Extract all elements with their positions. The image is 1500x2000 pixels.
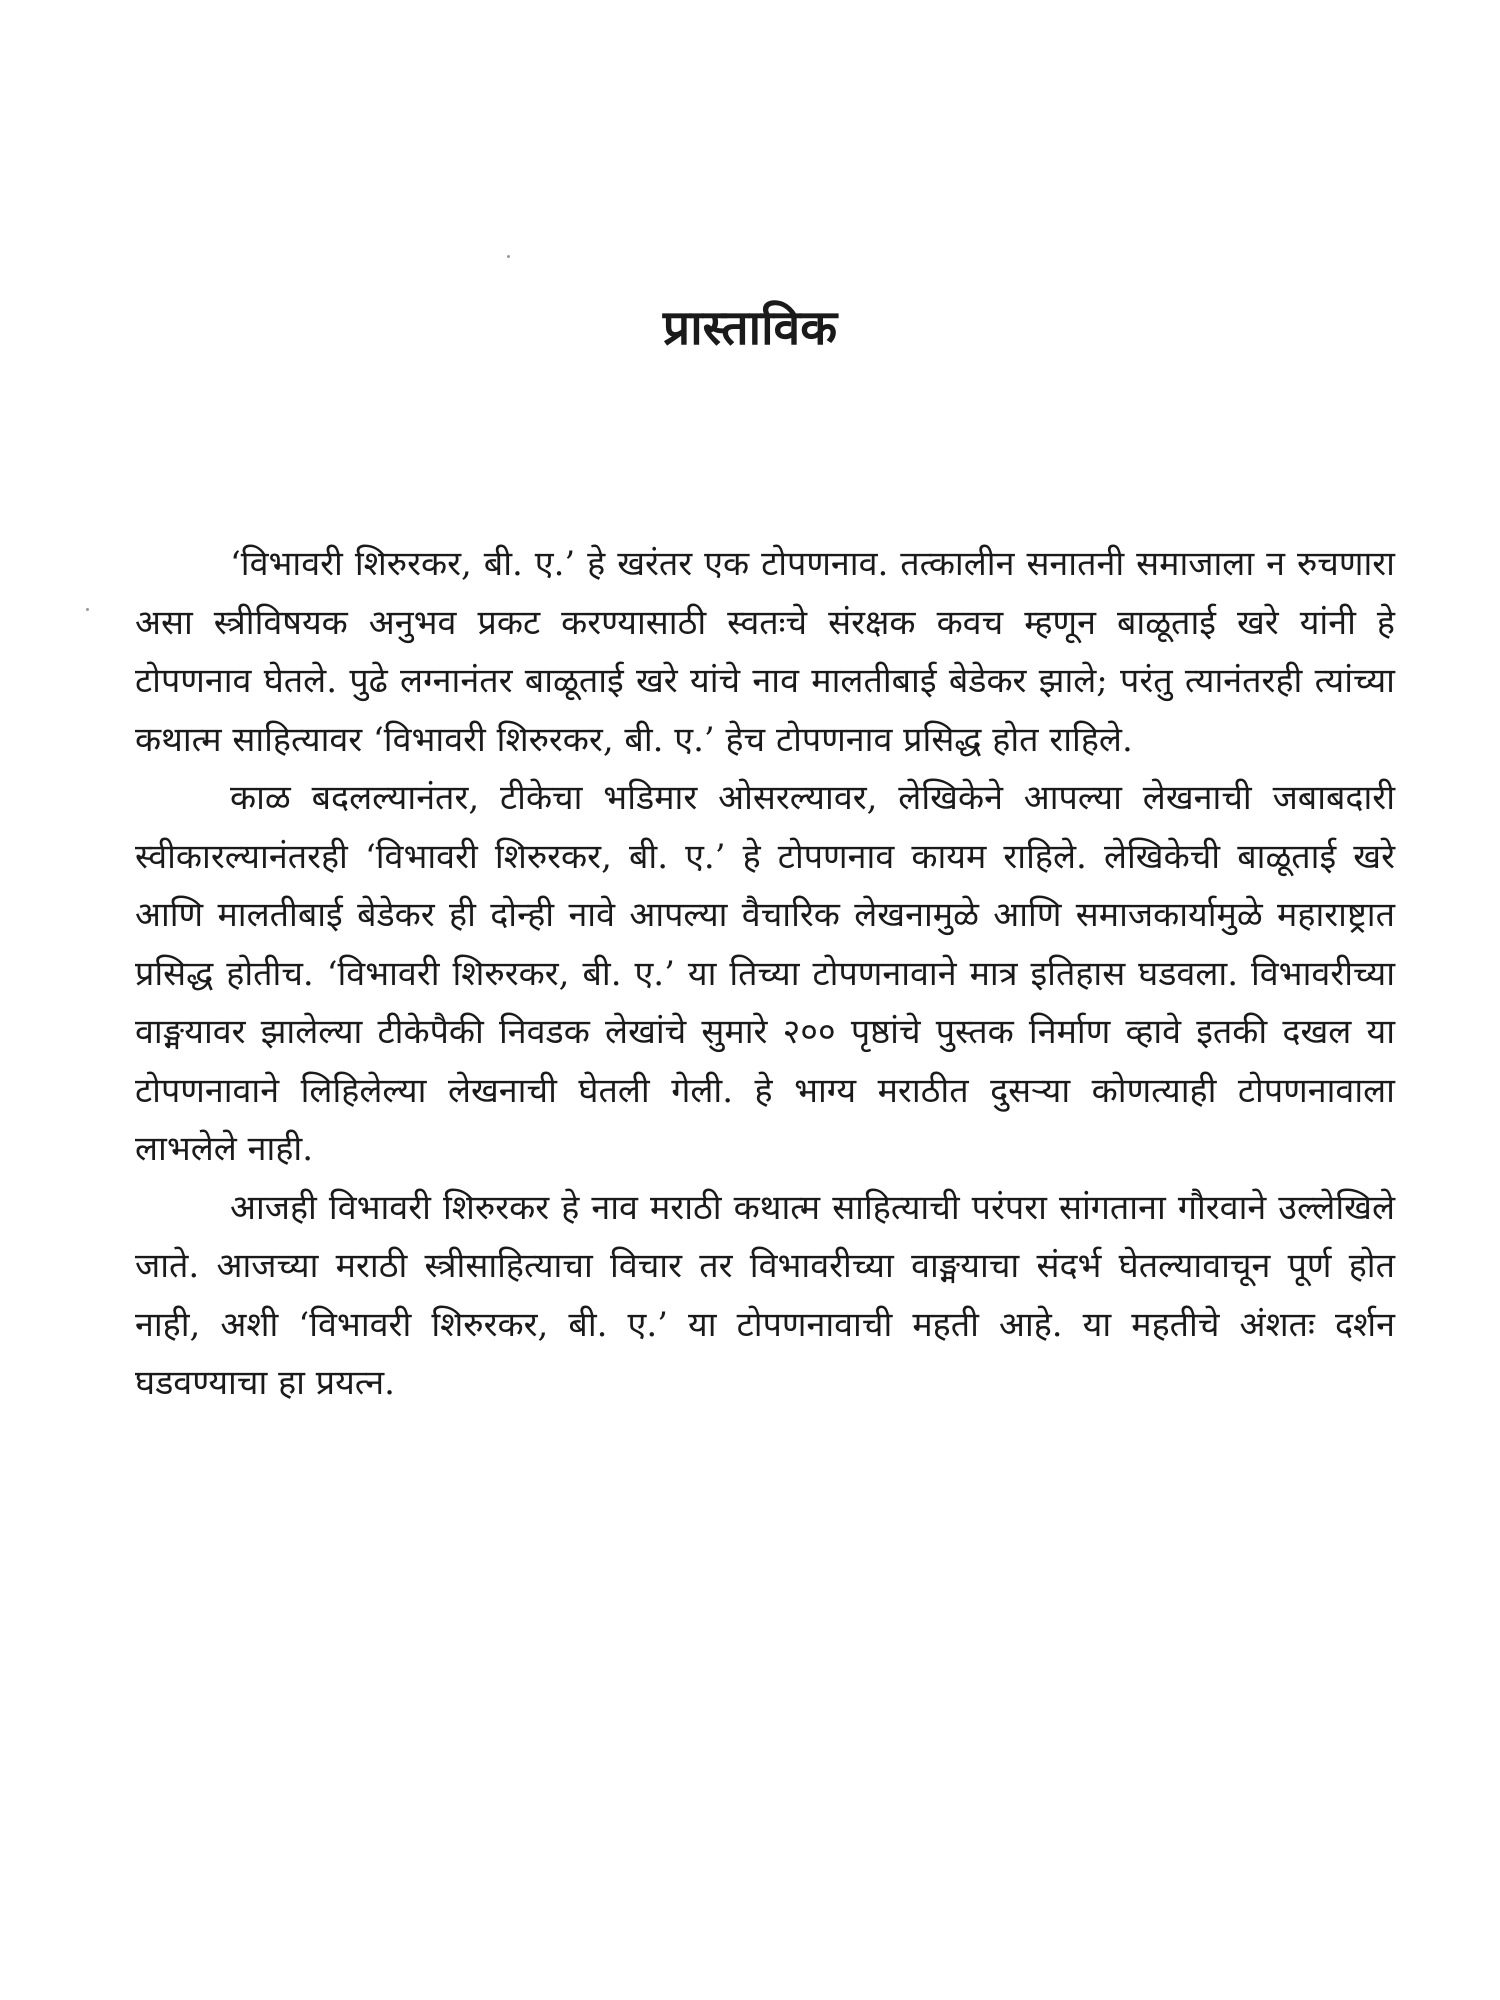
paper-speck xyxy=(86,608,89,611)
paragraph-2: काळ बदलल्यानंतर, टीकेचा भडिमार ओसरल्यावर, लेखिकेने आपल्या लेखनाची जबाबदारी स्वीकारल्यानंतरही ‘विभावरी शिरुरकर, बी. ए.’ हे टोपणनाव कायम राहिले. लेखिकेची बाळूताई खरे आणि मालतीबाई बेडेकर ही दोन्ही नावे आपल्या वैचारिक लेखनामुळे आणि समाजकार्यामुळे महाराष्ट्रात प्रसिद्ध होतीच. ‘विभावरी शिरुरकर, बी. ए.’ या तिच्या टोपणनावाने मात्र इतिहास घडवला. विभावरीच्या वाङ्मयावर झालेल्या टीकेपैकी निवडक लेखांचे सुमारे २०० पृष्ठांचे पुस्तक निर्माण व्हावे इतकी दखल या टोपणनावाने लिहिलेल्या लेखनाची घेतली गेली. हे भाग्य मराठीत दुसऱ्या कोणत्याही टोपणनावाला लाभलेले नाही. xyxy=(135,778,1395,1169)
paragraph-1: ‘विभावरी शिरुरकर, बी. ए.’ हे खरंतर एक टोपणनाव. तत्कालीन सनातनी समाजाला न रुचणारा असा स्त्रीविषयक अनुभव प्रकट करण्यासाठी स्वतःचे संरक्षक कवच म्हणून बाळूताई खरे यांनी हे टोपणनाव घेतले. पुढे लग्नानंतर बाळूताई खरे यांचे नाव मालतीबाई बेडेकर झाले; परंतु त्यानंतरही त्यांच्या कथात्म साहित्यावर ‘विभावरी शिरुरकर, बी. ए.’ हेच टोपणनाव प्रसिद्ध होत राहिले. xyxy=(135,544,1395,760)
paragraph-3: आजही विभावरी शिरुरकर हे नाव मराठी कथात्म साहित्याची परंपरा सांगताना गौरवाने उल्लेखिले जाते. आजच्या मराठी स्त्रीसाहित्याचा विचार तर विभावरीच्या वाङ्मयाचा संदर्भ घेतल्यावाचून पूर्ण होत नाही, अशी ‘विभावरी शिरुरकर, बी. ए.’ या टोपणनावाची महती आहे. या महतीचे अंशतः दर्शन घडवण्याचा हा प्रयत्न. xyxy=(135,1187,1395,1403)
body-text xyxy=(135,535,1395,1413)
paper-speck xyxy=(507,255,510,258)
page-title: प्रास्ताविक xyxy=(662,300,838,356)
